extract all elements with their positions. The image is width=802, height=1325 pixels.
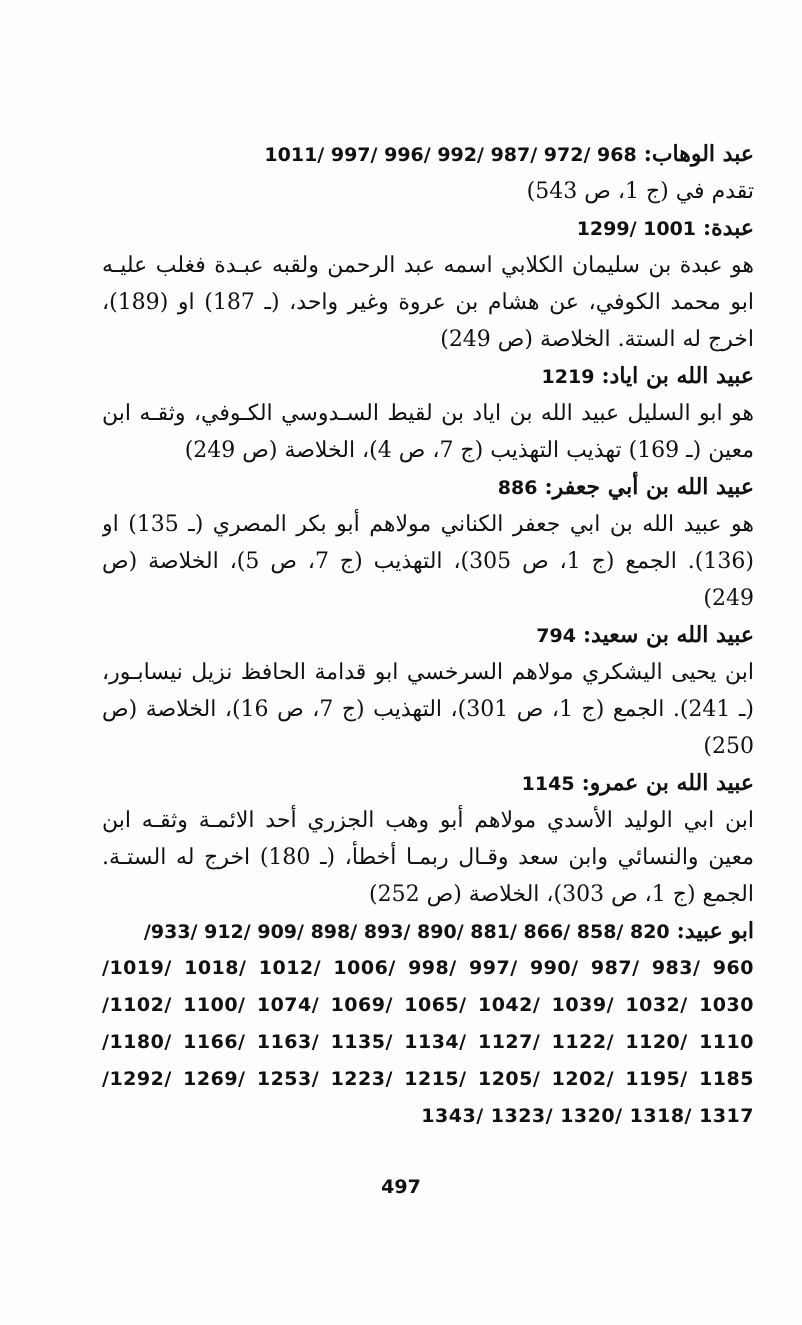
entry-text-line: 249) bbox=[703, 586, 754, 611]
entry-heading-line bbox=[102, 617, 754, 654]
entry-heading-line bbox=[102, 210, 754, 247]
entry-page-refs: 1145 bbox=[521, 773, 575, 795]
entry-text-line: هو عبيد الله بن ابي جعفر الكناني مولاهم أبو بكر المصري (ـ 135) او bbox=[102, 512, 754, 537]
entry-name: عبدة: bbox=[703, 215, 754, 241]
entry-name: ابو عبيد: bbox=[676, 918, 754, 944]
entry-text-line: (136). الجمع (ج 1، ص 305)، التهذيب (ج 7، ص 5)، الخلاصة (ص bbox=[102, 549, 754, 574]
entry-text-line: ابن ابي الوليد الأسدي مولاهم أبو وهب الجزري أحد الائمـة وثقـه ابن bbox=[102, 808, 754, 833]
entry-text-line: معين والنسائي وابن سعد وقـال ربمـا أخطأ، (ـ 180) اخرج له الستـة. bbox=[102, 845, 754, 870]
entry-name: عبد الوهاب: bbox=[643, 141, 754, 167]
entry-refs-line: 1317 /1318 /1320 /1323 /1343 bbox=[421, 1105, 754, 1127]
entry-page-refs: 968 /972 /987 /992 /996 /997 /1011 bbox=[264, 144, 637, 166]
entry-text-line: معين (ـ 169) تهذيب التهذيب (ج 7، ص 4)، الخلاصة (ص 249) bbox=[184, 438, 754, 463]
entry-name: عبيد الله بن عمرو: bbox=[581, 770, 754, 796]
entry-text-line: تقدم في (ج 1، ص 543) bbox=[526, 179, 754, 204]
entry-text-line: 250) bbox=[703, 734, 754, 759]
entry-heading-line bbox=[102, 913, 754, 950]
entry-page-refs: 1219 bbox=[541, 366, 595, 388]
entry-page-refs: 1001 /1299 bbox=[576, 218, 697, 240]
index-entries bbox=[102, 136, 754, 1135]
entry-page-refs: 794 bbox=[536, 625, 576, 647]
entry-text-line: اخرج له الستة. الخلاصة (ص 249) bbox=[440, 327, 754, 352]
entry-name: عبيد الله بن أبي جعفر: bbox=[544, 474, 754, 500]
entry-text-line: ابن يحيى اليشكري مولاهم السرخسي ابو قدامة الحافظ نزيل نيسابـور، bbox=[102, 660, 754, 685]
entry-refs-line: 1030 /1032 /1039 /1042 /1065 /1069 /1074 /1100 /1102/ bbox=[102, 994, 754, 1016]
entry-heading-line bbox=[102, 358, 754, 395]
entry-page-refs: 886 bbox=[497, 477, 538, 499]
entry-heading-line bbox=[102, 136, 754, 173]
entry-name: عبيد الله بن اياد: bbox=[601, 363, 754, 389]
entry-refs-line: 1185 /1195 /1202 /1205 /1215 /1223 /1253 /1269 /1292/ bbox=[102, 1068, 754, 1090]
entry-heading-line bbox=[102, 469, 754, 506]
entry-refs-line: 1110 /1120 /1122 /1127 /1134 /1135 /1163 /1166 /1180/ bbox=[102, 1031, 754, 1053]
entry-name: عبيد الله بن سعيد: bbox=[582, 622, 754, 648]
page-number: 497 bbox=[381, 1176, 421, 1198]
entry-text-line: (ـ 241). الجمع (ج 1، ص 301)، التهذيب (ج 7، ص 16)، الخلاصة (ص bbox=[102, 697, 754, 722]
entry-text-line: الجمع (ج 1، ص 303)، الخلاصة (ص 252) bbox=[369, 882, 754, 907]
entry-text-line: ابو محمد الكوفي، عن هشام بن عروة وغير واحد، (ـ 187) او (189)، bbox=[102, 290, 754, 315]
entry-heading-line bbox=[102, 765, 754, 802]
entry-refs-line: 960 /983 /987 /990 /997 /998 /1006 /1012 /1018 /1019/ bbox=[102, 957, 754, 979]
entry-text-line: هو ابو السليل عبيد الله بن اياد بن لقيط السـدوسي الكـوفي، وثقـه ابن bbox=[102, 401, 754, 426]
entry-page-refs: 820 /858 /866 /881 /890 /893 /898 /909 /912 /933/ bbox=[143, 921, 670, 943]
entry-text-line: هو عبدة بن سليمان الكلابي اسمه عبد الرحمن ولقبه عبـدة فغلب عليـه bbox=[102, 253, 754, 278]
